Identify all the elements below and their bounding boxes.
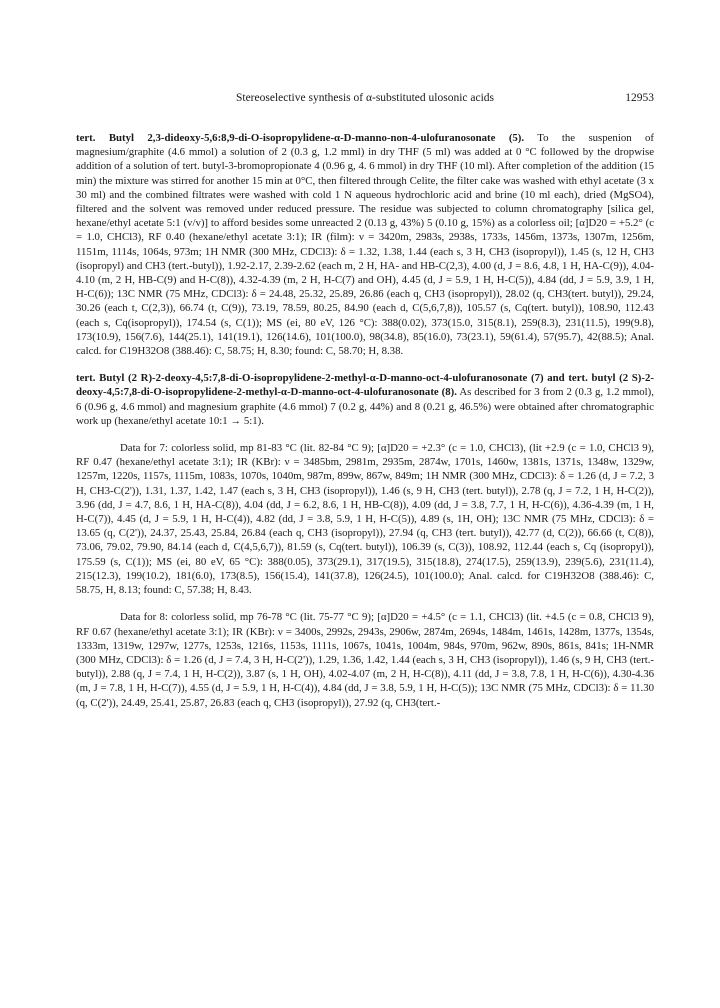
running-title: Stereoselective synthesis of α-substituted ulosonic acids	[235, 92, 495, 104]
heading-compound-5: tert. Butyl 2,3-dideoxy-5,6:8,9-di-O-isopropylidene-α-D-manno-non-4-ulofuranosonate (5).	[76, 132, 525, 144]
paragraph-data-8	[76, 610, 654, 709]
article-body	[76, 131, 654, 723]
paragraph-data-7	[76, 441, 654, 597]
running-head	[76, 92, 654, 108]
paragraph-compound-5	[76, 131, 654, 358]
paragraph-compounds-7-8	[76, 371, 654, 428]
heading-compounds-7-8: tert. Butyl (2 R)-2-deoxy-4,5:7,8-di-O-isopropylidene-2-methyl-α-D-manno-oct-4-ulofuranosonate (7) and tert. butyl (2 S)-2-deoxy-4,5:7,8-di-O-isopropylidene-2-methyl-α-D-manno-oct-4-ulofuranosonate (8).	[76, 372, 654, 399]
text-data-8: Data for 8: colorless solid, mp 76-78 °C (lit. 75-77 °C 9); [α]D20 = +4.5° (c = 1.1, CHCl3) (lit. +4.5 (c = 0.8, CHCl3 9), RF 0.67 (hexane/ethyl acetate 3:1); IR (KBr): ν = 3400s, 2992s, 2943s, 2906w, 2874m, 2694s, 1484m, 1461s, 1428m, 1377s, 1354s, 1333m, 1319w, 1297w, 1277s, 1253s, 1216s, 1153s, 1111s, 1067s, 1041s, 1004m, 984s, 970m, 962w, 890s, 861s, 841s; 1H-NMR (300 MHz, CDCl3): δ = 1.26 (d, J = 7.4, 3 H, H-C(2')), 1.29, 1.36, 1.42, 1.44 (each s, 3 H, CH3 (isopropyl)), 1.46 (s, 9 H, CH3 (tert.-butyl)), 2.88 (q, J = 7.4, 1 H, H-C(2)), 3.87 (s, 1 H, OH), 4.02-4.07 (m, 2 H, H-C(8)), 4.11 (dd, J = 3.8, 7.8, 1 H, H-C(6)), 4.30-4.36 (m, J = 7.8, 1 H, H-C(7)), 4.55 (d, J = 5.9, 1 H, H-C(4)), 4.84 (dd, J = 3.8, 5.9, 1 H, H-C(5)); 13C NMR (75 MHz, CDCl3): δ = 11.30 (q, C(2')), 24.49, 25.41, 25.87, 26.83 (each q, CH3 (isopropyl)), 27.92 (q, CH3(tert.-	[76, 611, 654, 709]
page-number: 12953	[625, 92, 654, 104]
text-compounds-7-8: As described for 3 from 2 (0.3 g, 1.2 mmol), 6 (0.96 g, 4.6 mmol) and magnesium graphite (4.6 mmol) 7 (0.2 g, 44%) and 8 (0.21 g, 46.5%) were obtained after chromatographic work up (hexane/ethyl acetate 10:1 → 5:1).	[76, 386, 654, 427]
text-data-7: Data for 7: colorless solid, mp 81-83 °C (lit. 82-84 °C 9); [α]D20 = +2.3° (c = 1.0, CHCl3), (lit +2.9 (c = 1.0, CHCl3 9), RF 0.47 (hexane/ethyl acetate 3:1); IR (KBr): ν = 3485bm, 2981m, 2935m, 2874w, 1701s, 1460w, 1381s, 1371s, 1348w, 1329w, 1257m, 1220s, 1157s, 1115m, 1083s, 1070s, 1040m, 987m, 899w, 867w, 849m; 1H NMR (300 MHz, CDCl3): δ = 1.26 (d, J = 7.2, 3 H, CH3-C(2')), 1.31, 1.37, 1.42, 1.47 (each s, 3 H, CH3 (isopropyl)), 1.46 (s, 9 H, CH3 (tert. butyl)), 2.78 (q, J = 7.2, 1 H, H-C(2)), 3.96 (dd, J = 4.7, 8.6, 1 H, HA-C(8)), 4.04 (dd, J = 6.2, 8.6, 1 H, HB-C(8)), 4.09 (dd, J = 3.8, 7.7, 1 H, H-C(6)), 4.36-4.39 (m, 1 H, H-C(7)), 4.45 (d, J = 5.9, 1 H, H-C(4)), 4.82 (dd, J = 3.8, 5.9, 1 H, H-C(5)), 4.89 (s, 1H, OH); 13C NMR (75 MHz, CDCl3): δ = 13.65 (q, C(2')), 24.37, 25.43, 25.84, 26.84 (each q, CH3 (isopropyl)), 27.94 (q, CH3 (tert. butyl)), 42.77 (d, C(2)), 66.66 (t, C(8)), 73.06, 79.02, 79.90, 84.14 (each d, C(4,5,6,7)), 81.59 (s, Cq(tert. butyl)), 106.39 (s, C(3)), 108.92, 112.44 (each s, Cq (isopropyl)), 175.59 (s, C(1)); MS (ei, 80 eV, 65 °C): 388(0.05), 373(29.1), 317(19.5), 315(18.8), 274(17.5), 259(13.9), 239(5.6), 231(11.4), 215(12.3), 199(10.2), 181(6.0), 173(8.5), 156(15.4), 141(37.8), 126(24.5), 101(100.0); Anal. calcd. for C19H32O8 (388.46): C, 58.75, H, 8.13; found: C, 57.38; H, 8.43.	[76, 442, 654, 597]
text-compound-5: To the suspenion of magnesium/graphite (4.6 mmol) a solution of 2 (0.3 g, 1.2 mml) in dry THF (5 ml) was added at 0 °C followed by the dropwise addition of a solution of tert. butyl-3-bromopropionate 4 (0.96 g, 4. 6 mmol) in dry THF (10 ml). After completion of the addition (15 min) the mixture was stirred for another 15 min at 0°C, then filtered through Celite, the filter cake was washed with ethyl acetate (3 x 30 ml) and the combined filtrates were washed with cold 1 N aqueous hydrochloric acid and brine (10 ml each), dried (MgSO4), filtered and the solvent was removed under reduced pressure. The residue was subjected to column chromatography [silica gel, hexane/ethyl acetate 5:1 (v/v)] to afford besides some unreacted 2 (0.13 g, 43%) 5 (0.10 g, 15%) as a colorless oil; [α]D20 = +5.2° (c = 1.0, CHCl3), RF 0.40 (hexane/ethyl acetate 3:1); IR (film): ν = 3420m, 2983s, 2938s, 1733s, 1456m, 1373s, 1307m, 1256m, 1151m, 1114s, 1064s, 973m; 1H NMR (300 MHz, CDCl3): δ = 1.32, 1.38, 1.44 (each s, 3 H, CH3 (isopropyl)), 1.45 (s, 12 H, CH3 (isopropyl) and CH3 (tert.-butyl)), 1.92-2.17, 2.39-2.62 (each m, 2 H, HA- and HB-C(2,3), 4.00 (d, J = 8.6, 4.8, 1 H, HA-C(9)), 4.04-4.10 (m, 2 H, HB-C(9) and H-C(8)), 4.32-4.39 (m, 2 H, H-C(7) and OH), 4.45 (d, J = 5.9, 1 H, H-C(5)), 4.84 (dd, J = 5.9, 3.9, 1 H, H-C(6)); 13C NMR (75 MHz, CDCl3): δ = 24.48, 25.32, 25.89, 26.86 (each q, CH3 (isopropyl)), 28.02 (q, CH3(tert. butyl)), 29.24, 30.26 (each t, C(2,3)), 66.74 (t, C(9)), 73.19, 78.59, 80.25, 84.90 (each d, C(5,6,7,8)), 105.57 (s, Cq(tert. butyl)), 108.90, 112.43 (each s, Cq(isopropyl)), 174.54 (s, C(1)); MS (ei, 80 eV, 126 °C): 388(0.02), 373(15.0, 315(8.1), 259(8.3), 231(11.5), 199(9.8), 173(10.9), 156(7.6), 144(25.1), 141(19.1), 126(14.6), 101(100.0), 98(34.8), 85(16.0), 73(23.1), 59(61.4), 57(95.7), 42(88.5); Anal. calcd. for C19H32O8 (388.46): C, 58.75; H, 8.30; found: C, 58.70; H, 8.38.	[76, 132, 654, 358]
